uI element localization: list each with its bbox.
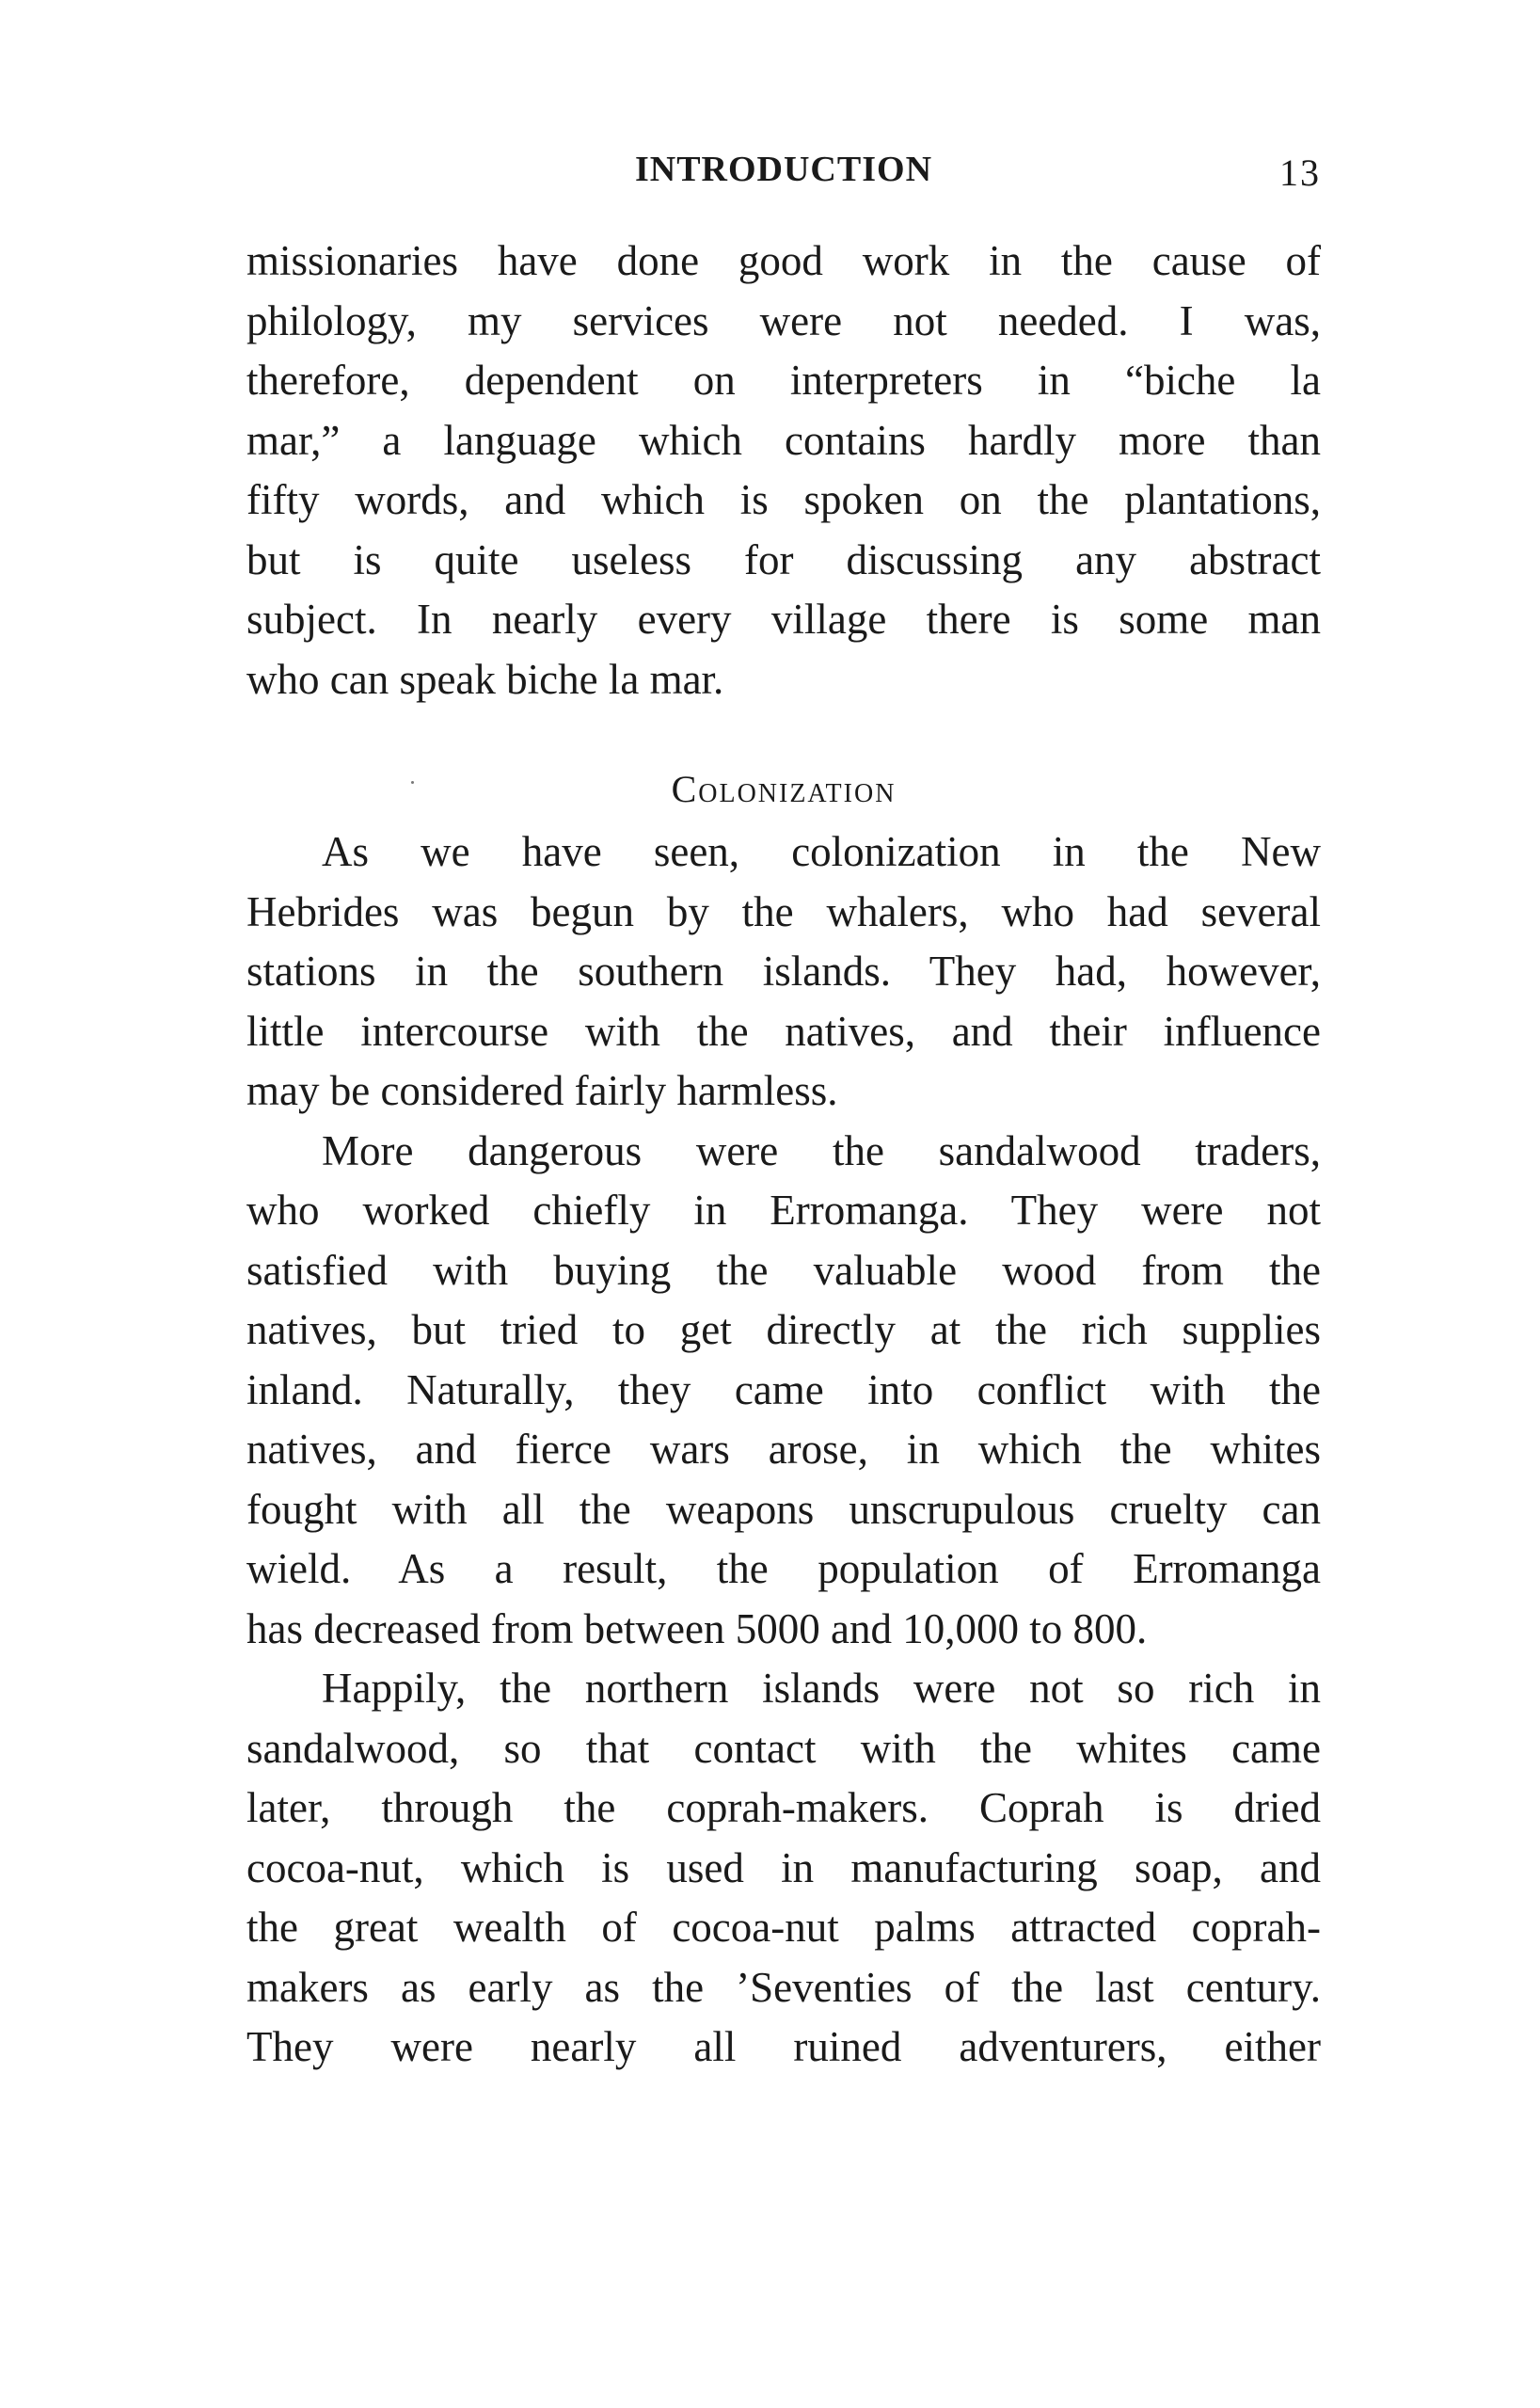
text-line: More dangerous were the sandalwood traders,: [322, 1126, 1321, 1174]
text-line: natives, but tried to get directly at the rich supplies: [246, 1306, 1321, 1353]
body-text: [246, 231, 1321, 2078]
page-number: 13: [1279, 151, 1321, 194]
paragraph-3: [246, 1122, 1321, 1660]
text-line: subject. In nearly every village there is some man: [246, 596, 1321, 643]
text-line: They were nearly all ruined adventurers, either: [246, 2023, 1321, 2070]
text-line: satisfied with buying the valuable wood from the: [246, 1246, 1321, 1294]
running-title: INTRODUCTION: [634, 150, 933, 189]
text-line: therefore, dependent on interpreters in “biche la: [246, 357, 1321, 404]
text-line: but is quite useless for discussing any abstract: [246, 535, 1321, 583]
text-line: philology, my services were not needed. I was,: [246, 296, 1321, 344]
text-line: makers as early as the ’Seventies of the last century.: [246, 1963, 1321, 2011]
text-line: missionaries have done good work in the cause of: [246, 237, 1321, 284]
text-line: Hebrides was begun by the whalers, who had several: [246, 887, 1321, 935]
text-line: fought with all the weapons unscrupulous cruelty can: [246, 1485, 1321, 1533]
text-line: the great wealth of cocoa-nut palms attracted coprah-: [246, 1904, 1321, 1951]
text-line: stations in the southern islands. They had, however,: [246, 948, 1321, 995]
paragraph-2: [246, 822, 1321, 1122]
text-line: natives, and fierce wars arose, in which the whites: [246, 1426, 1321, 1473]
text-line: who worked chiefly in Erromanga. They were not: [246, 1187, 1321, 1234]
text-line: may be considered fairly harmless.: [246, 1067, 838, 1114]
running-head: [246, 149, 1321, 205]
text-line: has decreased from between 5000 and 10,000 to 800.: [246, 1604, 1148, 1652]
paragraph-4: [246, 1659, 1321, 2078]
text-line: cocoa-nut, which is used in manufacturing soap, and: [246, 1843, 1321, 1891]
text-line: later, through the coprah-makers. Coprah is dried: [246, 1784, 1321, 1831]
text-line: little intercourse with the natives, and their influence: [246, 1007, 1321, 1055]
text-line: who can speak biche la mar.: [246, 655, 724, 703]
section-heading: Colonization: [671, 768, 897, 810]
text-line: fifty words, and which is spoken on the plantations,: [246, 476, 1321, 523]
text-line: As we have seen, colonization in the New: [322, 828, 1321, 875]
text-line: mar,” a language which contains hardly more than: [246, 416, 1321, 464]
text-line: sandalwood, so that contact with the whites came: [246, 1724, 1321, 1772]
text-line: Happily, the northern islands were not so rich in: [322, 1665, 1321, 1712]
paragraph-1: [246, 231, 1321, 710]
text-line: inland. Naturally, they came into conflict with the: [246, 1365, 1321, 1413]
text-line: wield. As a result, the population of Erromanga: [246, 1545, 1321, 1592]
